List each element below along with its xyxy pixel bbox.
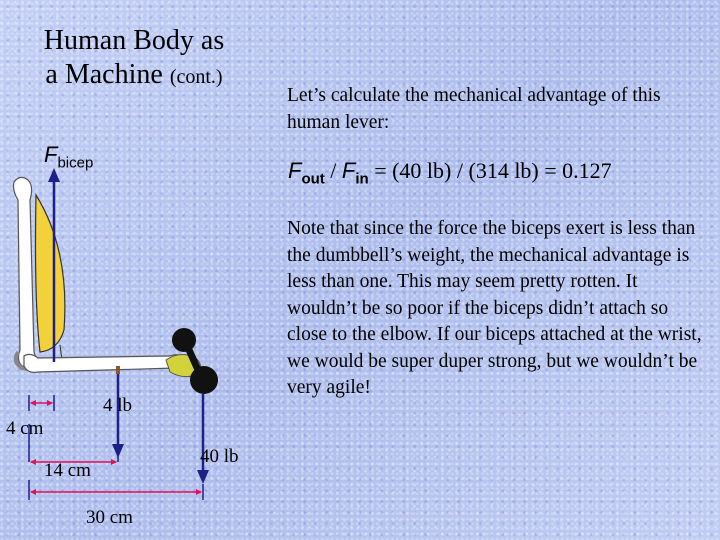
humerus-bone — [14, 177, 36, 366]
dimension-4cm — [29, 395, 54, 411]
fbicep-subscript: bicep — [57, 154, 94, 172]
formula-slash: / — [324, 158, 342, 183]
label-4lb: 4 lb — [103, 395, 133, 416]
arm-lever-diagram — [0, 0, 280, 540]
forearm-weight-marker — [116, 366, 120, 374]
fin-subscript: in — [355, 170, 369, 188]
mechanical-advantage-formula — [288, 158, 708, 187]
title-line-1: Human Body as — [43, 25, 225, 56]
label-14cm: 14 cm — [44, 460, 91, 481]
label-30cm: 30 cm — [86, 507, 133, 528]
title-line-2: a Machine — [45, 59, 163, 90]
formula-result: = (40 lb) / (314 lb) = 0.127 — [368, 158, 612, 183]
dumbbell-weight-bottom — [190, 366, 218, 394]
label-4cm: 4 cm — [6, 418, 44, 439]
note-text: Note that since the force the biceps exert is less than the dumbbell’s weight, the mechanical advantage is less than one. This may seem pretty rotten. It wouldn’t be so poor if the biceps didn’t attach so close to the elbow. If our biceps attached at the wrist, we would be super duper strong, but we wouldn’t be very agile! — [287, 218, 702, 398]
fbicep-arrow-head — [48, 168, 60, 182]
fout-subscript: out — [301, 170, 325, 188]
dimension-30cm — [29, 480, 203, 500]
fin-variable: F — [341, 158, 356, 183]
fbicep-variable: F — [44, 142, 58, 167]
fout-variable: F — [288, 158, 302, 183]
title-cont: (cont.) — [169, 66, 223, 88]
40lb-arrow-head — [197, 470, 209, 484]
label-40lb: 40 lb — [200, 446, 239, 467]
forearm-bone — [24, 354, 182, 372]
biceps-muscle — [36, 195, 65, 352]
dumbbell-weight-top — [172, 328, 196, 352]
intro-text: Let’s calculate the mechanical advantage of this human lever: — [287, 85, 661, 133]
